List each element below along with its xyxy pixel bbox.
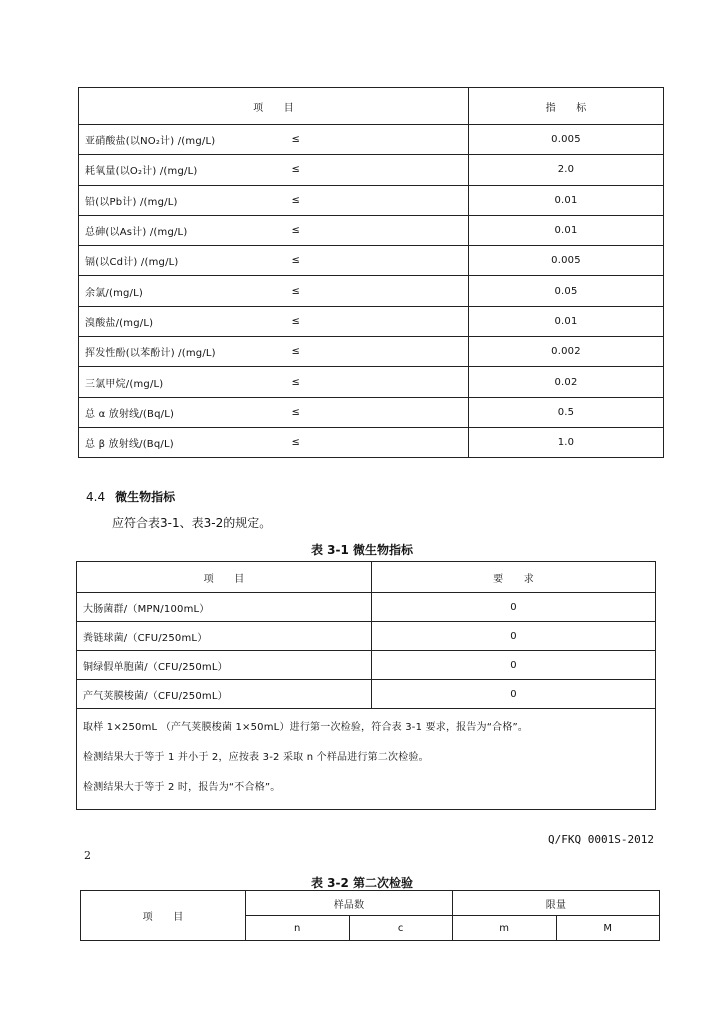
column-header-M: M	[556, 916, 660, 941]
item-cell: 三氯甲烷/(mg/L)	[79, 367, 274, 397]
note-line: 检测结果大于等于 1 并小于 2，应按表 3-2 采取 n 个样品进行第二次检验。	[83, 752, 429, 763]
column-group-limits: 限量	[453, 891, 660, 916]
table-row	[79, 125, 664, 155]
operator-cell: ≤	[274, 397, 469, 427]
operator-cell: ≤	[274, 185, 469, 215]
value-cell: 0	[372, 622, 656, 651]
document-code: Q/FKQ 0001S-2012	[548, 833, 654, 846]
column-header-requirement: 要 求	[372, 562, 656, 593]
note-line: 取样 1×250mL （产气荚膜梭菌 1×50mL）进行第一次检验，符合表 3-1 要求，报告为“合格”。	[83, 722, 529, 733]
column-header-m: m	[453, 916, 557, 941]
water-indicator-table	[78, 87, 664, 458]
table-row	[79, 367, 664, 397]
column-header-indicator: 指 标	[469, 88, 664, 125]
item-cell: 铅(以Pb计) /(mg/L)	[79, 185, 274, 215]
operator-cell: ≤	[274, 246, 469, 276]
table-row	[77, 680, 656, 709]
table-row	[79, 337, 664, 367]
value-cell: 0.05	[469, 276, 664, 306]
section-heading	[86, 488, 175, 505]
table-row	[77, 622, 656, 651]
table-caption: 表 3-1 微生物指标	[310, 543, 414, 557]
column-header-item: 项 目	[79, 88, 469, 125]
value-cell: 0.02	[469, 367, 664, 397]
column-group-samples: 样品数	[246, 891, 453, 916]
item-cell: 亚硝酸盐(以NO₂计) /(mg/L)	[79, 125, 274, 155]
column-header-n: n	[246, 916, 350, 941]
value-cell: 0.01	[469, 306, 664, 336]
operator-cell: ≤	[274, 306, 469, 336]
table-header-row	[77, 562, 656, 593]
item-cell: 溴酸盐/(mg/L)	[79, 306, 274, 336]
value-cell: 0.01	[469, 185, 664, 215]
operator-cell: ≤	[274, 125, 469, 155]
operator-cell: ≤	[274, 276, 469, 306]
section-number: 4.4	[86, 490, 106, 504]
operator-cell: ≤	[274, 155, 469, 185]
value-cell: 0.002	[469, 337, 664, 367]
value-cell: 0	[372, 651, 656, 680]
item-cell: 铜绿假单胞菌/（CFU/250mL）	[77, 651, 372, 680]
table-row	[79, 215, 664, 245]
table-row	[77, 593, 656, 622]
table-row	[79, 246, 664, 276]
section-title: 微生物指标	[115, 490, 176, 504]
table-row	[79, 427, 664, 457]
operator-cell: ≤	[274, 367, 469, 397]
value-cell: 0.01	[469, 215, 664, 245]
column-header-c: c	[349, 916, 453, 941]
value-cell: 0.5	[469, 397, 664, 427]
item-cell: 总 α 放射线/(Bq/L)	[79, 397, 274, 427]
section-paragraph: 应符合表3-1、表3-2的规定。	[112, 516, 272, 530]
table-header-row	[79, 88, 664, 125]
table-header-row	[81, 891, 660, 916]
table-note-row	[77, 709, 656, 810]
page-number: 2	[84, 849, 91, 862]
second-inspection-table	[80, 890, 660, 941]
item-cell: 总 β 放射线/(Bq/L)	[79, 427, 274, 457]
item-cell: 挥发性酚(以苯酚计) /(mg/L)	[79, 337, 274, 367]
item-cell: 总砷(以As计) /(mg/L)	[79, 215, 274, 245]
table-row	[77, 651, 656, 680]
value-cell: 0.005	[469, 246, 664, 276]
value-cell: 2.0	[469, 155, 664, 185]
item-cell: 余氯/(mg/L)	[79, 276, 274, 306]
operator-cell: ≤	[274, 337, 469, 367]
item-cell: 粪链球菌/（CFU/250mL）	[77, 622, 372, 651]
microbial-indicator-table	[76, 561, 656, 810]
value-cell: 0	[372, 593, 656, 622]
value-cell: 0	[372, 680, 656, 709]
item-cell: 产气荚膜梭菌/（CFU/250mL）	[77, 680, 372, 709]
operator-cell: ≤	[274, 215, 469, 245]
item-cell: 镉(以Cd计) /(mg/L)	[79, 246, 274, 276]
note-line: 检测结果大于等于 2 时，报告为“不合格”。	[83, 782, 281, 793]
table-row	[79, 306, 664, 336]
table-row	[79, 185, 664, 215]
value-cell: 0.005	[469, 125, 664, 155]
column-header-item: 项 目	[81, 891, 246, 941]
table-row	[79, 397, 664, 427]
item-cell: 大肠菌群/（MPN/100mL）	[77, 593, 372, 622]
table-row	[79, 276, 664, 306]
table-row	[79, 155, 664, 185]
operator-cell: ≤	[274, 427, 469, 457]
column-header-item: 项 目	[77, 562, 372, 593]
value-cell: 1.0	[469, 427, 664, 457]
item-cell: 耗氧量(以O₂计) /(mg/L)	[79, 155, 274, 185]
table-caption: 表 3-2 第二次检验	[310, 876, 414, 890]
note-cell	[77, 709, 656, 810]
